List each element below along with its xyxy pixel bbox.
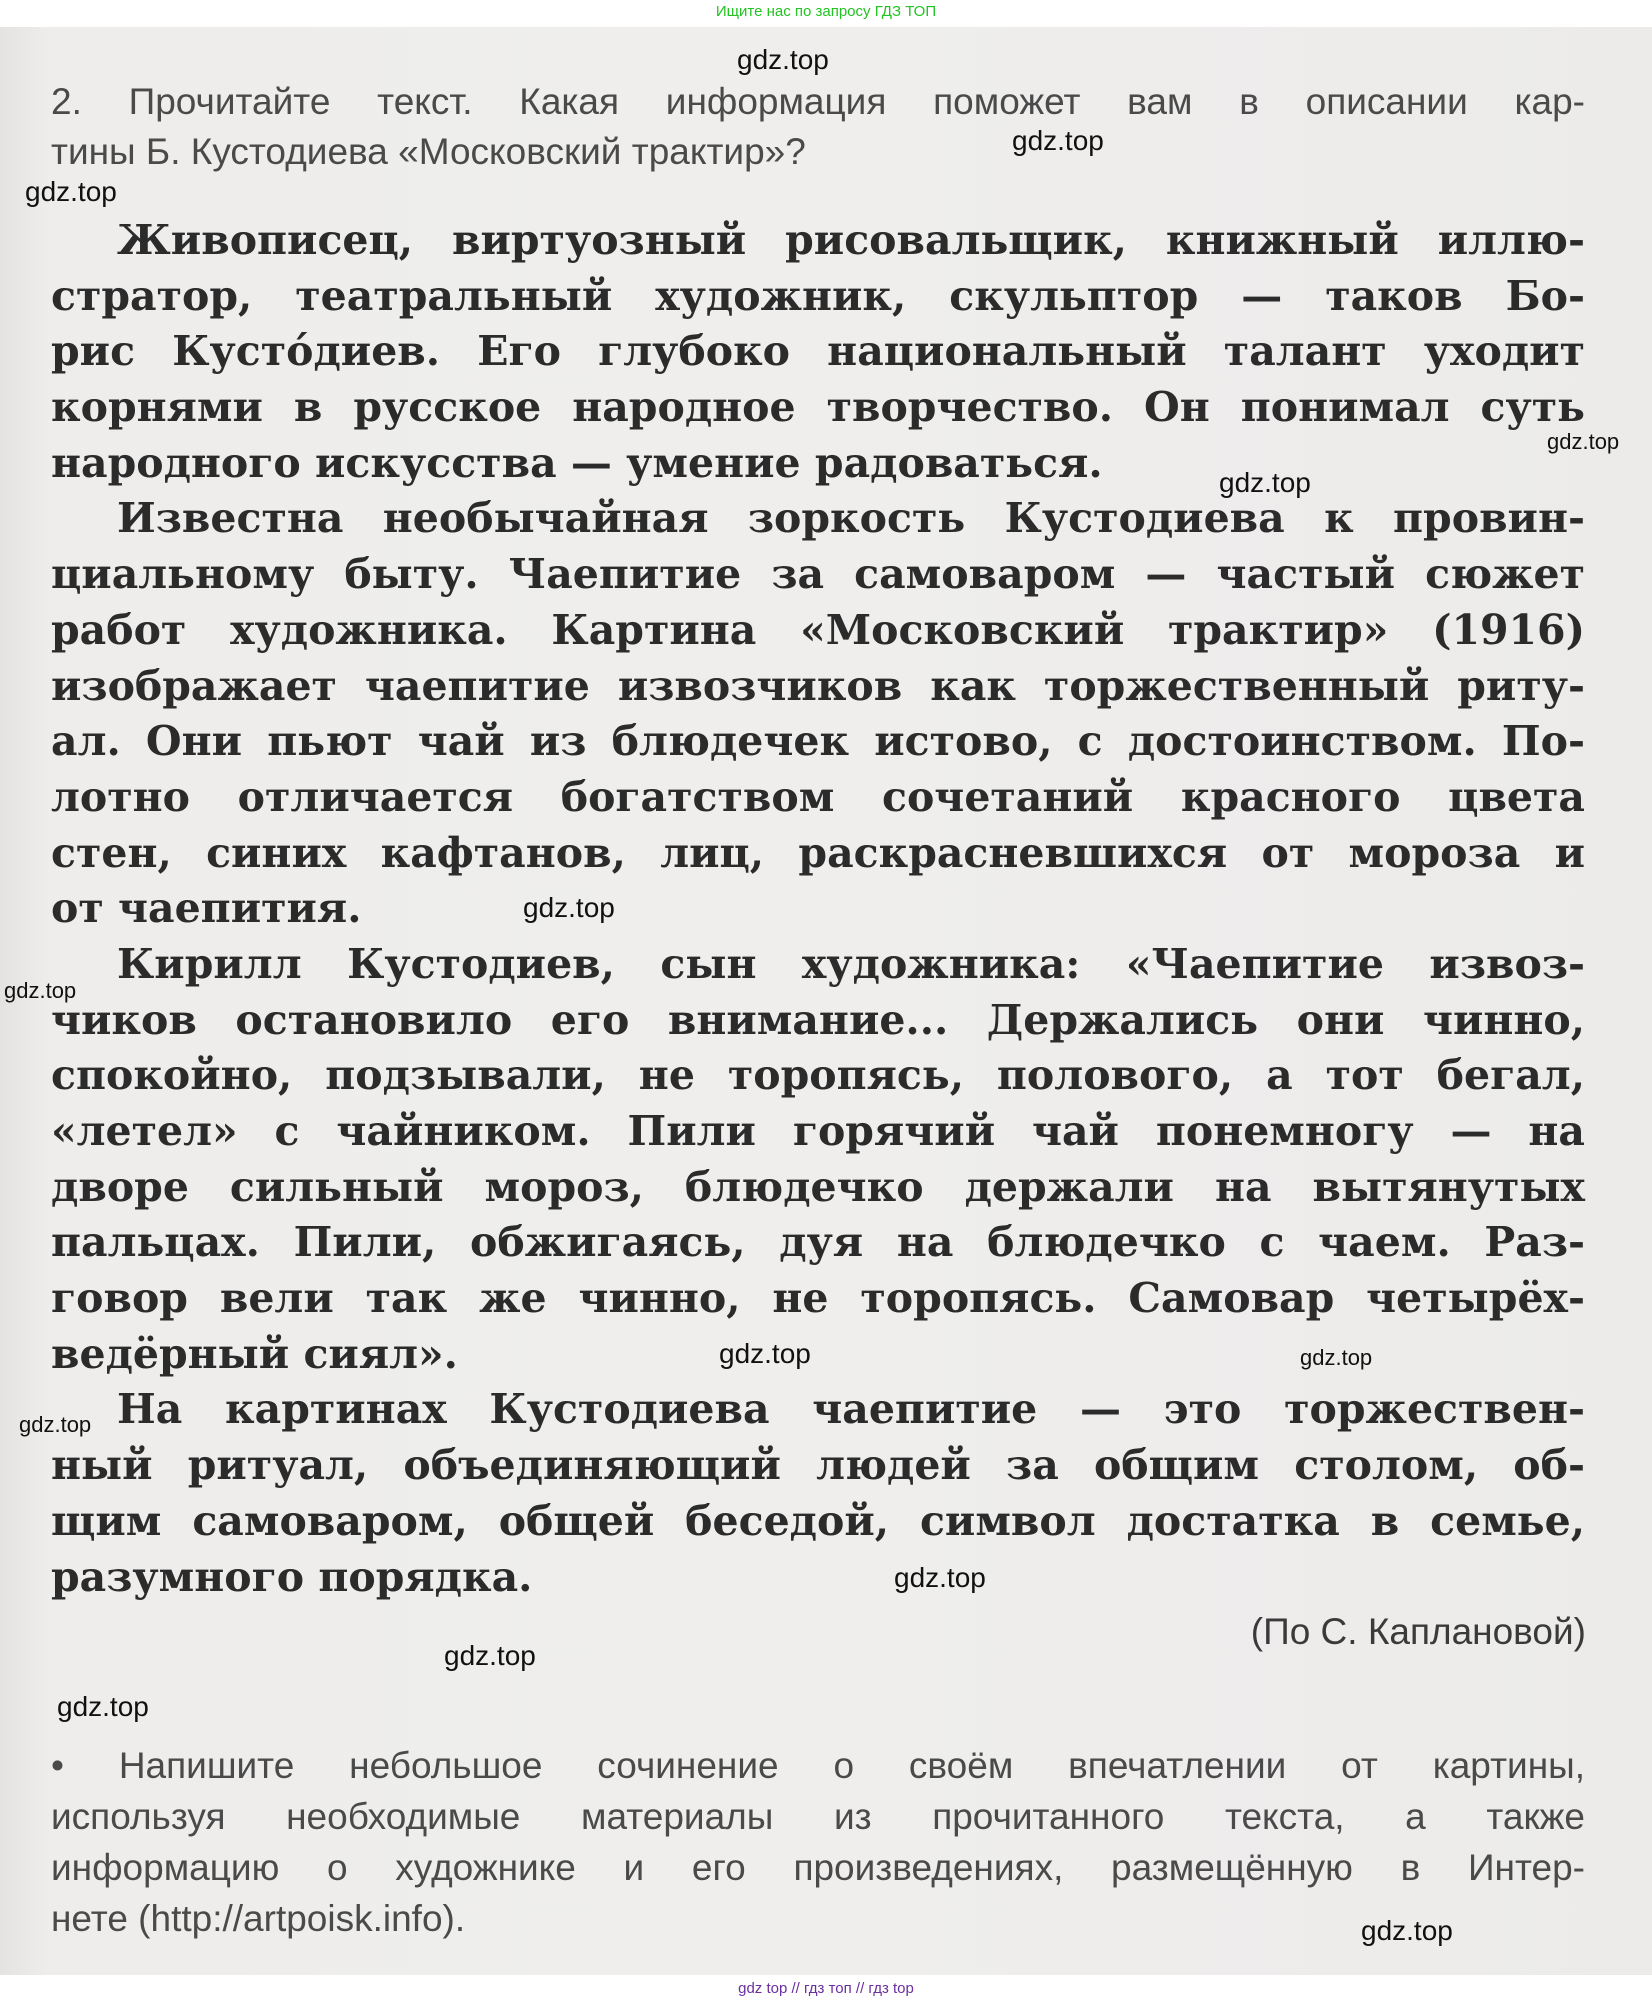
- text-line: дворе сильный мороз, блюдечко держали на вытянутых: [51, 1162, 1585, 1211]
- exercise-question: [51, 77, 1585, 177]
- text-line: стен, синих кафтанов, лиц, раскрасневшихся от мороза и: [51, 828, 1585, 877]
- text-line: работ художника. Картина «Московский трактир» (1916): [51, 605, 1585, 654]
- text-line: щим самоваром, общей беседой, символ достатка в семье,: [51, 1496, 1585, 1545]
- watermark: gdz.top: [57, 1691, 149, 1722]
- watermark: gdz.top: [4, 978, 77, 1003]
- text-line: изображает чаепитие извозчиков как торжественный риту-: [51, 661, 1585, 710]
- watermark: gdz.top: [1300, 1345, 1373, 1370]
- text-line: чиков остановило его внимание... Держались они чинно,: [51, 995, 1585, 1044]
- writing-task: [51, 1740, 1585, 1944]
- footer-banner[interactable]: gdz top // гдз топ // гдз top: [0, 1975, 1652, 2003]
- watermark: gdz.top: [1361, 1915, 1453, 1946]
- reading-text: [51, 213, 1585, 1605]
- task-line: нете (http://artpoisk.info).: [51, 1898, 466, 1939]
- text-line: говор вели так же чинно, не торопясь. Самовар четырёх-: [51, 1274, 1585, 1323]
- watermark: gdz.top: [523, 892, 615, 923]
- task-line: информацию о художнике и его произведениях, размещённую в Интер-: [51, 1847, 1585, 1888]
- question-line: 2. Прочитайте текст. Какая информация поможет вам в описании кар-: [51, 81, 1585, 122]
- text-line: Живописец, виртуозный рисовальщик, книжный иллю-: [117, 216, 1585, 264]
- text-line: Кирилл Кустодиев, сын художника: «Чаепитие извоз-: [117, 939, 1585, 988]
- text-line: спокойно, подзывали, не торопясь, полового, а тот бегал,: [51, 1051, 1585, 1100]
- text-line: от чаепития.: [51, 884, 362, 933]
- text-line: ведёрный сиял».: [51, 1329, 458, 1378]
- text-line: «летел» с чайником. Пили горячий чай понемногу — на: [51, 1107, 1585, 1155]
- header-banner[interactable]: Ищите нас по запросу ГДЗ ТОП: [0, 0, 1652, 27]
- text-line: стратор, театральный художник, скульптор — таков Бо-: [51, 271, 1585, 320]
- text-line: Известна необычайная зоркость Кустодиева к провин-: [117, 494, 1585, 543]
- task-line: используя необходимые материалы из прочитанного текста, а также: [51, 1796, 1585, 1837]
- watermark: gdz.top: [25, 176, 117, 207]
- watermark: gdz.top: [1012, 125, 1104, 156]
- text-line: ный ритуал, объединяющий людей за общим столом, об-: [51, 1441, 1585, 1490]
- text-line: рис Кусто́диев. Его глубоко национальный талант уходит: [51, 327, 1585, 376]
- text-line: народного искусства — умение радоваться.: [51, 438, 1103, 487]
- watermark: gdz.top: [1219, 467, 1311, 498]
- watermark: gdz.top: [894, 1562, 986, 1593]
- text-line: корнями в русское народное творчество. Он понимал суть: [51, 383, 1585, 432]
- watermark: gdz.top: [719, 1338, 811, 1369]
- question-line: тины Б. Кустодиева «Московский трактир»?: [51, 131, 806, 172]
- watermark: gdz.top: [737, 44, 829, 75]
- text-line: циальному быту. Чаепитие за самоваром — частый сюжет: [51, 550, 1585, 599]
- text-line: ал. Они пьют чай из блюдечек истово, с достоинством. По-: [51, 717, 1585, 766]
- text-line: лотно отличается богатством сочетаний красного цвета: [51, 772, 1585, 821]
- watermark: gdz.top: [19, 1412, 92, 1437]
- watermark: gdz.top: [444, 1640, 536, 1671]
- watermark: gdz.top: [1547, 429, 1620, 454]
- attribution: (По С. Каплановой): [1250, 1611, 1586, 1652]
- text-line: разумного порядка.: [51, 1552, 533, 1601]
- text-line: На картинах Кустодиева чаепитие — это торжествен-: [117, 1385, 1585, 1434]
- text-line: пальцах. Пили, обжигаясь, дуя на блюдечко с чаем. Раз-: [51, 1218, 1585, 1267]
- task-line: • Напишите небольшое сочинение о своём впечатлении от картины,: [51, 1745, 1585, 1786]
